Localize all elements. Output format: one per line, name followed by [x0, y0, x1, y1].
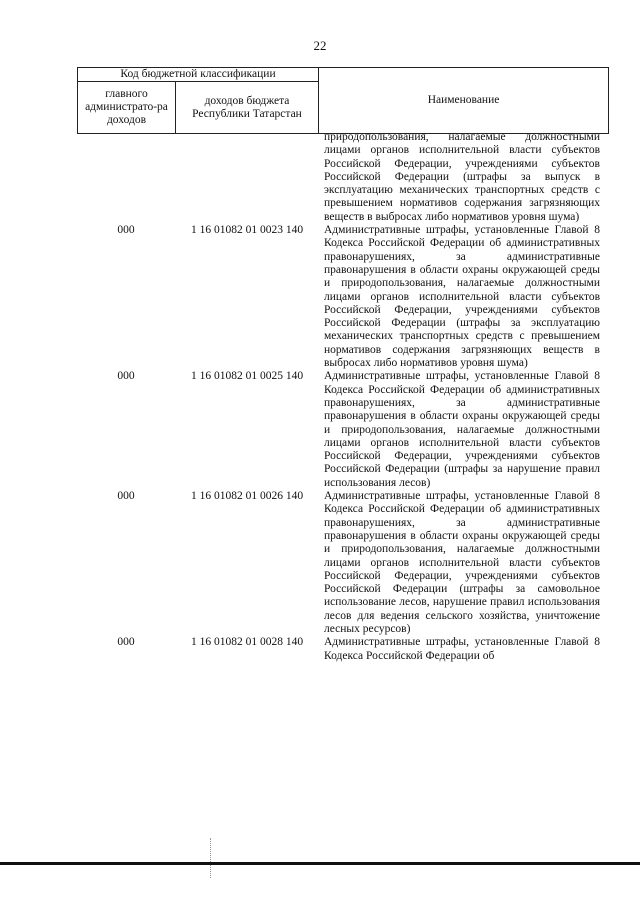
- scan-bottom-border: [0, 862, 640, 865]
- income-code-cell: 1 16 01082 01 0023 140: [190, 224, 304, 237]
- table-row: [77, 224, 608, 370]
- income-code-cell: 1 16 01082 01 0026 140: [190, 490, 304, 503]
- admin-code-cell: 000: [117, 370, 135, 383]
- income-column-header: доходов бюджета Республики Татарстан: [176, 82, 319, 134]
- table-row: [77, 131, 608, 224]
- name-cell: природопользования, налагаемые должностными лицами органов исполнительной власти субъектов Российской Федерации, учреждениями субъектов Российской Федерации (штрафы за выпуск в эксплуатацию механических транспортных средств с превышением нормативов содержания загрязняющих веществ в выбросах либо нормативов уровня шума): [324, 131, 600, 223]
- admin-code-cell: 000: [117, 224, 135, 237]
- name-cell: Административные штрафы, установленные Главой 8 Кодекса Российской Федерации об: [324, 636, 600, 662]
- name-cell: Административные штрафы, установленные Главой 8 Кодекса Российской Федерации об административных правонарушениях, за административные правонарушения в области охраны окружающей среды и природопользования, налагаемые должностными лицами органов исполнительной власти субъектов Российской Федерации, учреждениями субъектов Российской Федерации (штрафы за нарушение правил использования лесов): [324, 370, 600, 489]
- admin-column-header: главного администрато-ра доходов: [78, 82, 176, 134]
- income-code-cell: 1 16 01082 01 0025 140: [190, 370, 304, 383]
- scan-artifact: [210, 838, 214, 878]
- table-row: [77, 636, 608, 663]
- table-header: [77, 67, 609, 134]
- name-column-header: Наименование: [319, 68, 609, 134]
- admin-code-cell: 000: [117, 490, 135, 503]
- income-code-cell: 1 16 01082 01 0028 140: [190, 636, 304, 649]
- admin-code-cell: 000: [117, 636, 135, 649]
- name-cell: Административные штрафы, установленные Главой 8 Кодекса Российской Федерации об административных правонарушениях, за административные правонарушения в области охраны окружающей среды и природопользования, налагаемые должностными лицами органов исполнительной власти субъектов Российской Федерации, учреждениями субъектов Российской Федерации (штрафы за самовольное использование лесов, нарушение правил использования лесов для ведения сельского хозяйства, уничтожение лесных ресурсов): [324, 490, 600, 635]
- name-cell: Административные штрафы, установленные Главой 8 Кодекса Российской Федерации об административных правонарушениях, за административные правонарушения в области охраны окружающей среды и природопользования, налагаемые должностными лицами органов исполнительной власти субъектов Российской Федерации, учреждениями субъектов Российской Федерации (штрафы за эксплуатацию механических транспортных средств с превышением нормативов содержания загрязняющих веществ в выбросах либо нормативов уровня шума): [324, 224, 600, 370]
- table-body: [77, 131, 608, 663]
- table-row: [77, 490, 608, 636]
- page-number: 22: [313, 38, 327, 53]
- budget-classification-header: Код бюджетной классификации: [78, 68, 319, 82]
- table-row: [77, 370, 608, 490]
